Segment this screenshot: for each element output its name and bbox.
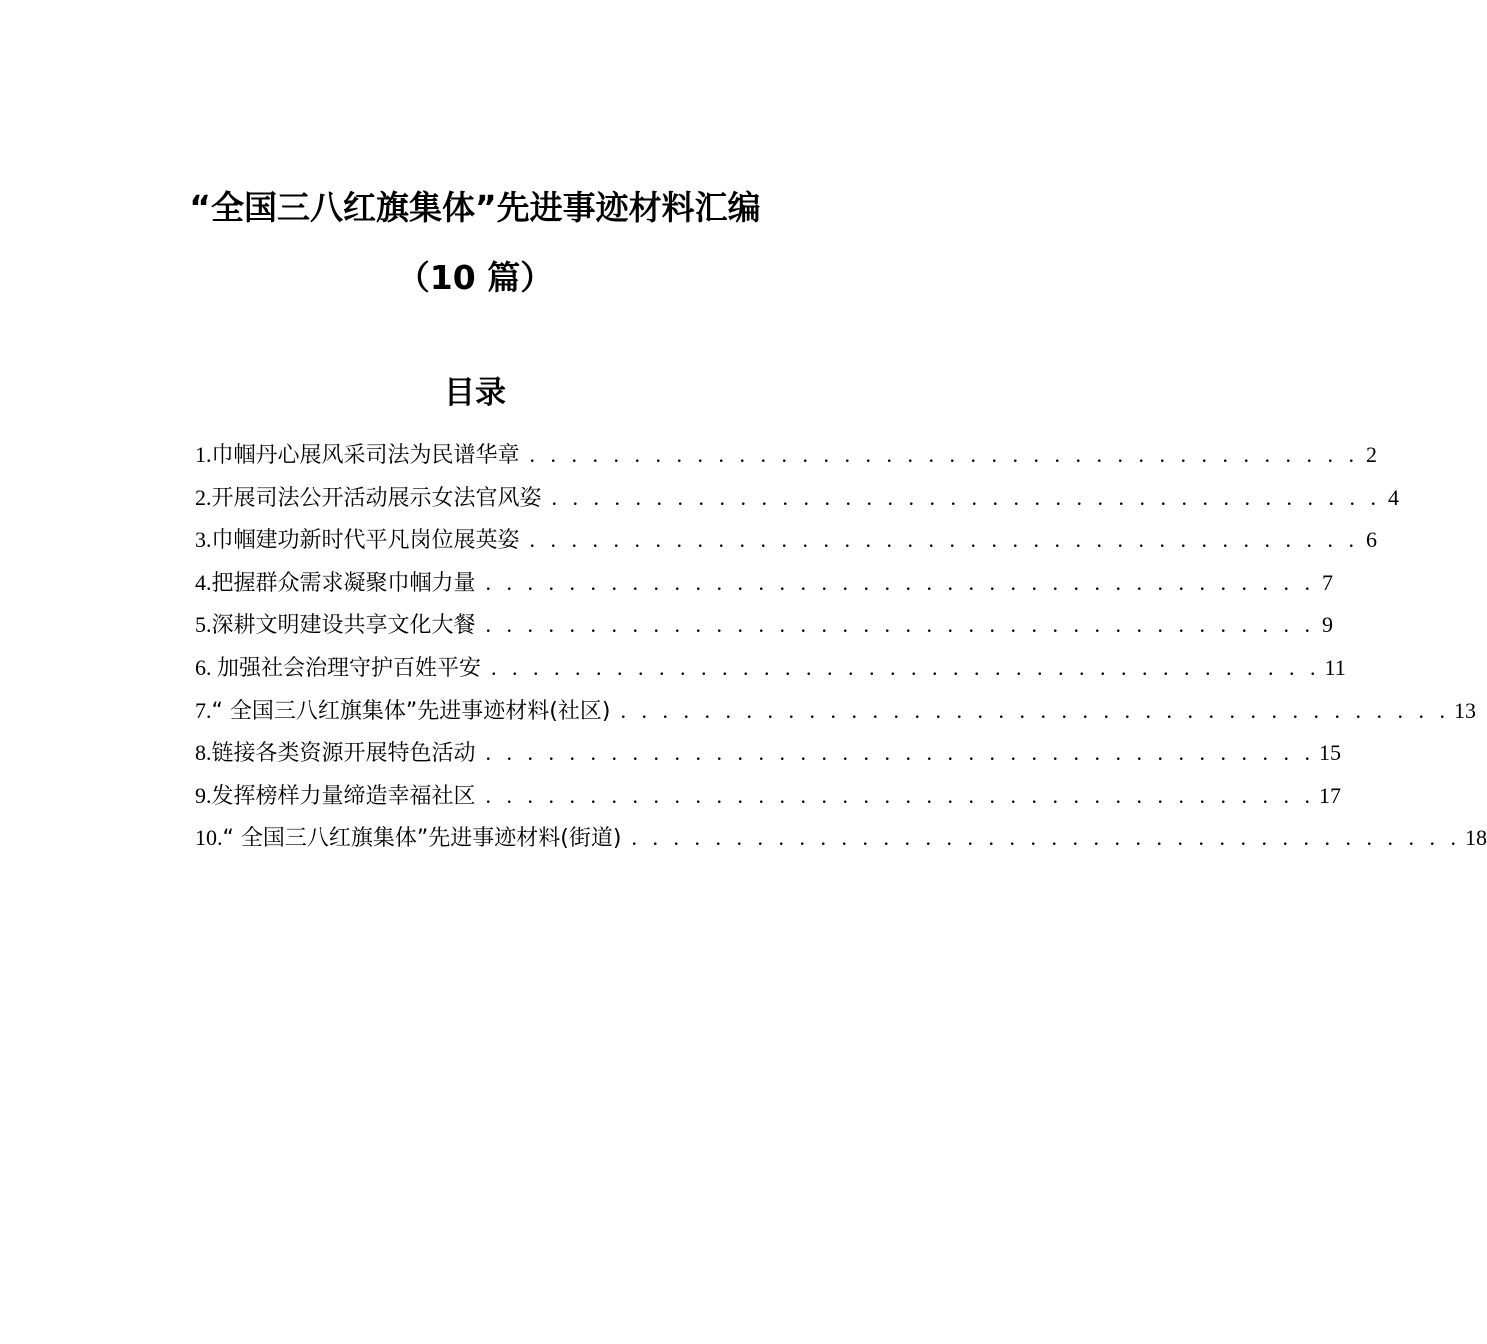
- toc-dot-leader: . . . . . . . . . . . . . . . . . . . . . . . . . . . . . . . . . . . . . . . .: [620, 697, 1450, 723]
- toc-dot-leader: . . . . . . . . . . . . . . . . . . . . . . . . . . . . . . . . . . . . . . . .: [551, 484, 1382, 510]
- toc-item-title: [195, 647, 481, 691]
- toc-dot-leader: . . . . . . . . . . . . . . . . . . . . . . . . . . . . . . . . . . . . . . . .: [631, 825, 1461, 851]
- toc-dot-leader: . . . . . . . . . . . . . . . . . . . . . . . . . . . . . . . . . . . . . . . .: [485, 569, 1316, 595]
- toc-page-number: 2: [1366, 442, 1378, 467]
- toc-item: [195, 732, 1342, 775]
- toc-item-text: 深耕文明建设共享文化大餐: [211, 613, 476, 639]
- toc-item-text: 开展司法公开活动展示女法官风姿: [211, 485, 542, 511]
- toc-item-number: 9.: [195, 782, 212, 808]
- toc-item-number: 7.: [195, 697, 212, 723]
- toc-item: [195, 434, 1378, 477]
- document-title: “全国三八红旗集体”先进事迹材料汇编: [189, 188, 761, 227]
- table-of-contents: [195, 434, 1487, 860]
- toc-dot-leader: . . . . . . . . . . . . . . . . . . . . . . . . . . . . . . . . . . . . . . . .: [485, 612, 1316, 638]
- toc-item-text: 把握群众需求凝聚巾帼力量: [211, 570, 476, 596]
- toc-item: [195, 775, 1342, 818]
- toc-item-number: 6.: [195, 654, 217, 680]
- toc-item-number: 8.: [195, 740, 212, 766]
- toc-item: [195, 817, 1487, 860]
- toc-dot-leader: . . . . . . . . . . . . . . . . . . . . . . . . . . . . . . . . . . . . . . . .: [491, 654, 1321, 680]
- toc-page-number: 11: [1324, 654, 1346, 680]
- toc-item-number: 4.: [195, 569, 212, 595]
- toc-item-number: 10.: [195, 825, 223, 851]
- toc-item-text: 加强社会治理守护百姓平安: [217, 655, 482, 681]
- toc-item-title: [195, 562, 476, 606]
- toc-item-title: [195, 477, 542, 521]
- toc-item-text: 巾帼丹心展风采司法为民谱华章: [211, 443, 520, 468]
- toc-item-text: “ 全国三八红旗集体”先进事迹材料(街道): [222, 826, 622, 852]
- toc-page-number: 18: [1464, 825, 1487, 851]
- toc-heading: 目录: [444, 375, 506, 411]
- toc-item: [195, 690, 1476, 733]
- toc-item: [195, 562, 1334, 605]
- toc-item-text: “ 全国三八红旗集体”先进事迹材料(社区): [211, 698, 611, 724]
- toc-page-number: 9: [1322, 612, 1334, 638]
- toc-item-title: [195, 732, 476, 776]
- toc-dot-leader: . . . . . . . . . . . . . . . . . . . . . . . . . . . . . . . . . . . . . . . .: [485, 782, 1316, 808]
- toc-page-number: 6: [1366, 527, 1378, 553]
- toc-item: [195, 519, 1378, 562]
- toc-item-text: 巾帼建功新时代平凡岗位展英姿: [211, 528, 520, 554]
- toc-dot-leader: . . . . . . . . . . . . . . . . . . . . . . . . . . . . . . . . . . . . . . . .: [485, 740, 1316, 766]
- toc-item-number: 5.: [195, 612, 212, 638]
- toc-item-title: [195, 817, 621, 861]
- toc-item-number: 1.: [195, 442, 212, 467]
- toc-item-title: [195, 775, 476, 819]
- toc-item-number: 3.: [195, 527, 212, 553]
- toc-page-number: 15: [1319, 740, 1342, 766]
- toc-item-title: [195, 519, 520, 563]
- toc-item-title: [195, 690, 610, 734]
- document-subtitle: （10 篇）: [396, 258, 554, 297]
- toc-item: [195, 477, 1400, 520]
- toc-item-text: 链接各类资源开展特色活动: [211, 741, 476, 767]
- toc-item-title: [195, 434, 520, 478]
- toc-item: [195, 647, 1346, 690]
- toc-item-title: [195, 604, 476, 648]
- toc-dot-leader: . . . . . . . . . . . . . . . . . . . . . . . . . . . . . . . . . . . . . . . .: [529, 527, 1360, 553]
- toc-dot-leader: . . . . . . . . . . . . . . . . . . . . . . . . . . . . . . . . . . . . . . . .: [529, 442, 1360, 467]
- toc-item: [195, 604, 1334, 647]
- toc-item-number: 2.: [195, 484, 212, 510]
- toc-page-number: 17: [1319, 782, 1342, 808]
- toc-page-number: 13: [1453, 697, 1476, 723]
- toc-page-number: 7: [1322, 569, 1334, 595]
- toc-page-number: 4: [1388, 484, 1400, 510]
- toc-item-text: 发挥榜样力量缔造幸福社区: [211, 783, 476, 809]
